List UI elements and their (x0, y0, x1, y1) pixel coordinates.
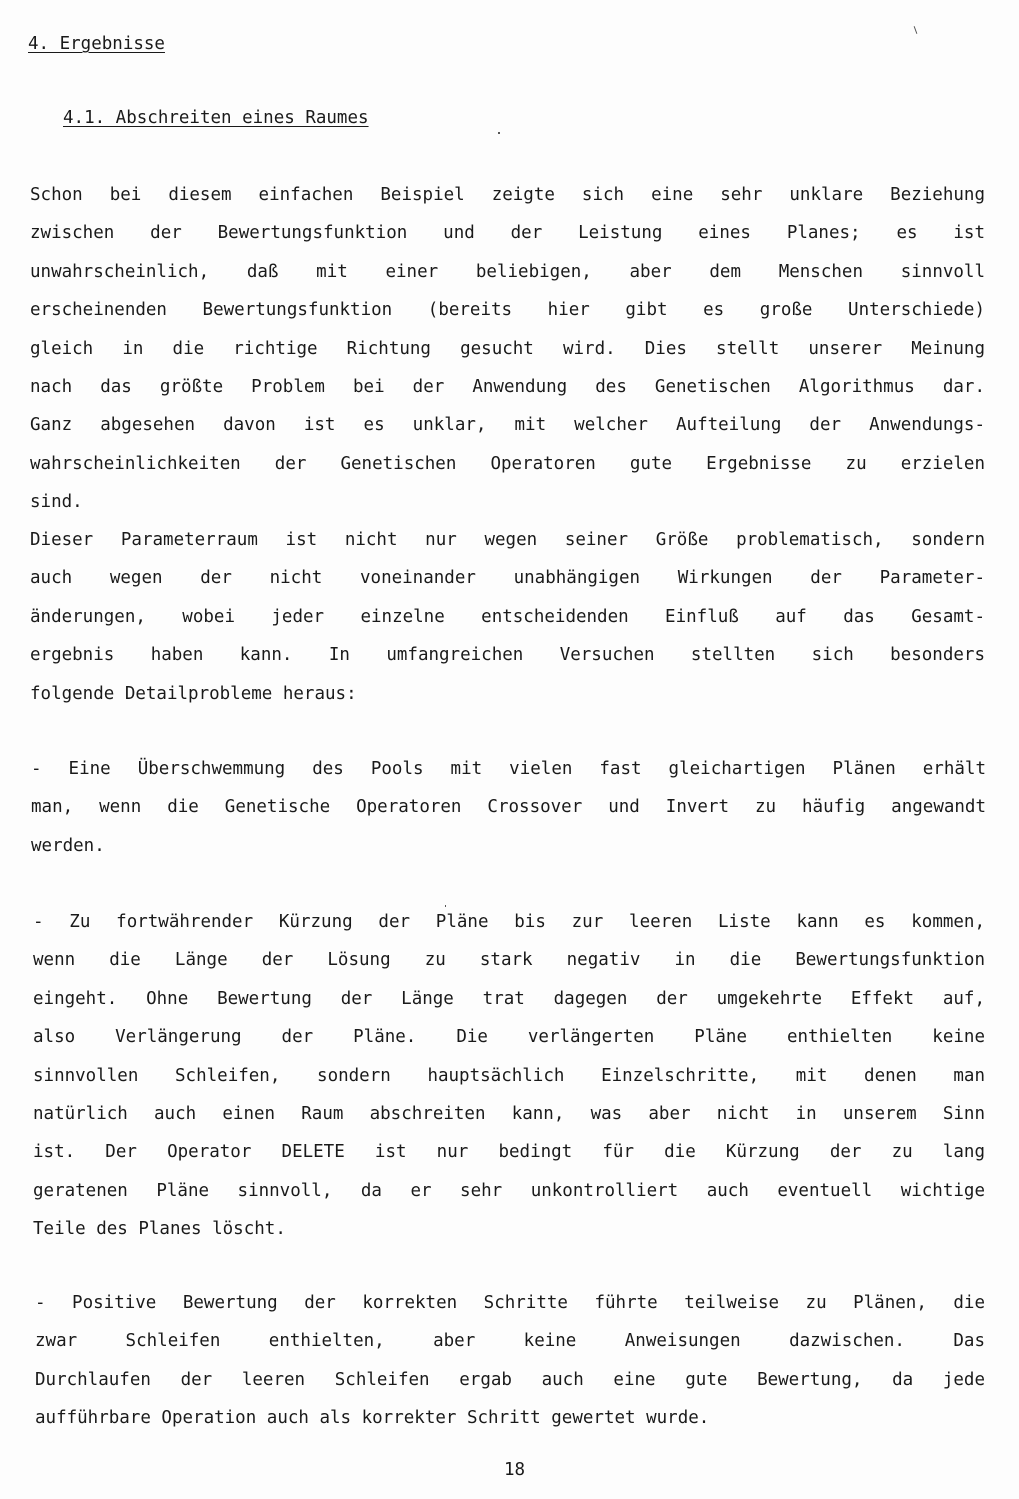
paragraph-line: zwischen der Bewertungsfunktion und der Leistung eines Planes; es ist (30, 223, 985, 244)
paragraph-line: Schon bei diesem einfachen Beispiel zeigte sich eine sehr unklare Beziehung (30, 185, 985, 205)
bullet-item-3 (35, 1284, 985, 1438)
bullet-line: wenn die Länge der Lösung zu stark negativ in die Bewertungsfunktion (33, 950, 985, 971)
bullet-item-2 (33, 903, 985, 1249)
paragraph-line: Dieser Parameterraum ist nicht nur wegen seiner Größe problematisch, sondern (30, 530, 985, 550)
bullet-line: man, wenn die Genetische Operatoren Crossover und Invert zu häufig angewandt (31, 797, 986, 818)
section-heading: 4. Ergebnisse (28, 34, 165, 54)
bullet-line: natürlich auch einen Raum abschreiten kann, was aber nicht in unserem Sinn (33, 1103, 985, 1124)
bullet-line: ist. Der Operator DELETE ist nur bedingt für die Kürzung der zu lang (33, 1142, 985, 1163)
bullet-line: sinnvollen Schleifen, sondern hauptsächlich Einzelschritte, mit denen man (33, 1065, 985, 1086)
paragraph-line: sind. (30, 492, 83, 513)
paragraph-line: erscheinenden Bewertungsfunktion (bereits hier gibt es große Unterschiede) (30, 300, 985, 321)
bullet-item-1 (31, 750, 986, 865)
bullet-line: werden. (31, 835, 105, 856)
paragraph-line: folgende Detailprobleme heraus: (30, 683, 357, 704)
bullet-line: Durchlaufen der leeren Schleifen ergab auch eine gute Bewertung, da jede (35, 1369, 985, 1390)
scan-speck (445, 905, 446, 907)
bullet-line: zwar Schleifen enthielten, aber keine Anweisungen dazwischen. Das (35, 1331, 985, 1352)
scan-speck (498, 132, 500, 134)
paragraph-line: unwahrscheinlich, daß mit einer beliebigen, aber dem Menschen sinnvoll (30, 261, 985, 282)
subsection-heading: 4.1. Abschreiten eines Raumes (63, 108, 369, 128)
bullet-line: aufführbare Operation auch als korrekter Schritt gewertet wurde. (35, 1408, 710, 1429)
bullet-line: also Verlängerung der Pläne. Die verlängerten Pläne enthielten keine (33, 1027, 985, 1048)
bullet-line: geratenen Pläne sinnvoll, da er sehr unkontrolliert auch eventuell wichtige (33, 1180, 985, 1201)
paragraph-line: ergebnis haben kann. In umfangreichen Versuchen stellten sich besonders (30, 645, 985, 666)
bullet-line: Teile des Planes löscht. (33, 1219, 286, 1240)
scan-speck (914, 26, 918, 34)
bullet-line: - Positive Bewertung der korrekten Schritte führte teilweise zu Plänen, die (35, 1293, 985, 1313)
page-number: 18 (503, 1460, 526, 1480)
paragraph-2 (30, 521, 985, 713)
bullet-line: - Zu fortwährender Kürzung der Pläne bis zur leeren Liste kann es kommen, (33, 912, 985, 932)
bullet-line: eingeht. Ohne Bewertung der Länge trat dagegen der umgekehrte Effekt auf, (33, 988, 985, 1009)
paragraph-line: gleich in die richtige Richtung gesucht wird. Dies stellt unserer Meinung (30, 338, 985, 359)
paragraph-1 (30, 176, 985, 522)
bullet-line: - Eine Überschwemmung des Pools mit vielen fast gleichartigen Plänen erhält (31, 759, 986, 779)
paragraph-line: wahrscheinlichkeiten der Genetischen Operatoren gute Ergebnisse zu erzielen (30, 453, 985, 474)
paragraph-line: auch wegen der nicht voneinander unabhängigen Wirkungen der Parameter- (30, 568, 985, 589)
paragraph-line: nach das größte Problem bei der Anwendung des Genetischen Algorithmus dar. (30, 376, 985, 397)
paragraph-line: Ganz abgesehen davon ist es unklar, mit welcher Aufteilung der Anwendungs- (30, 415, 985, 436)
paragraph-line: änderungen, wobei jeder einzelne entscheidenden Einfluß auf das Gesamt- (30, 606, 985, 627)
